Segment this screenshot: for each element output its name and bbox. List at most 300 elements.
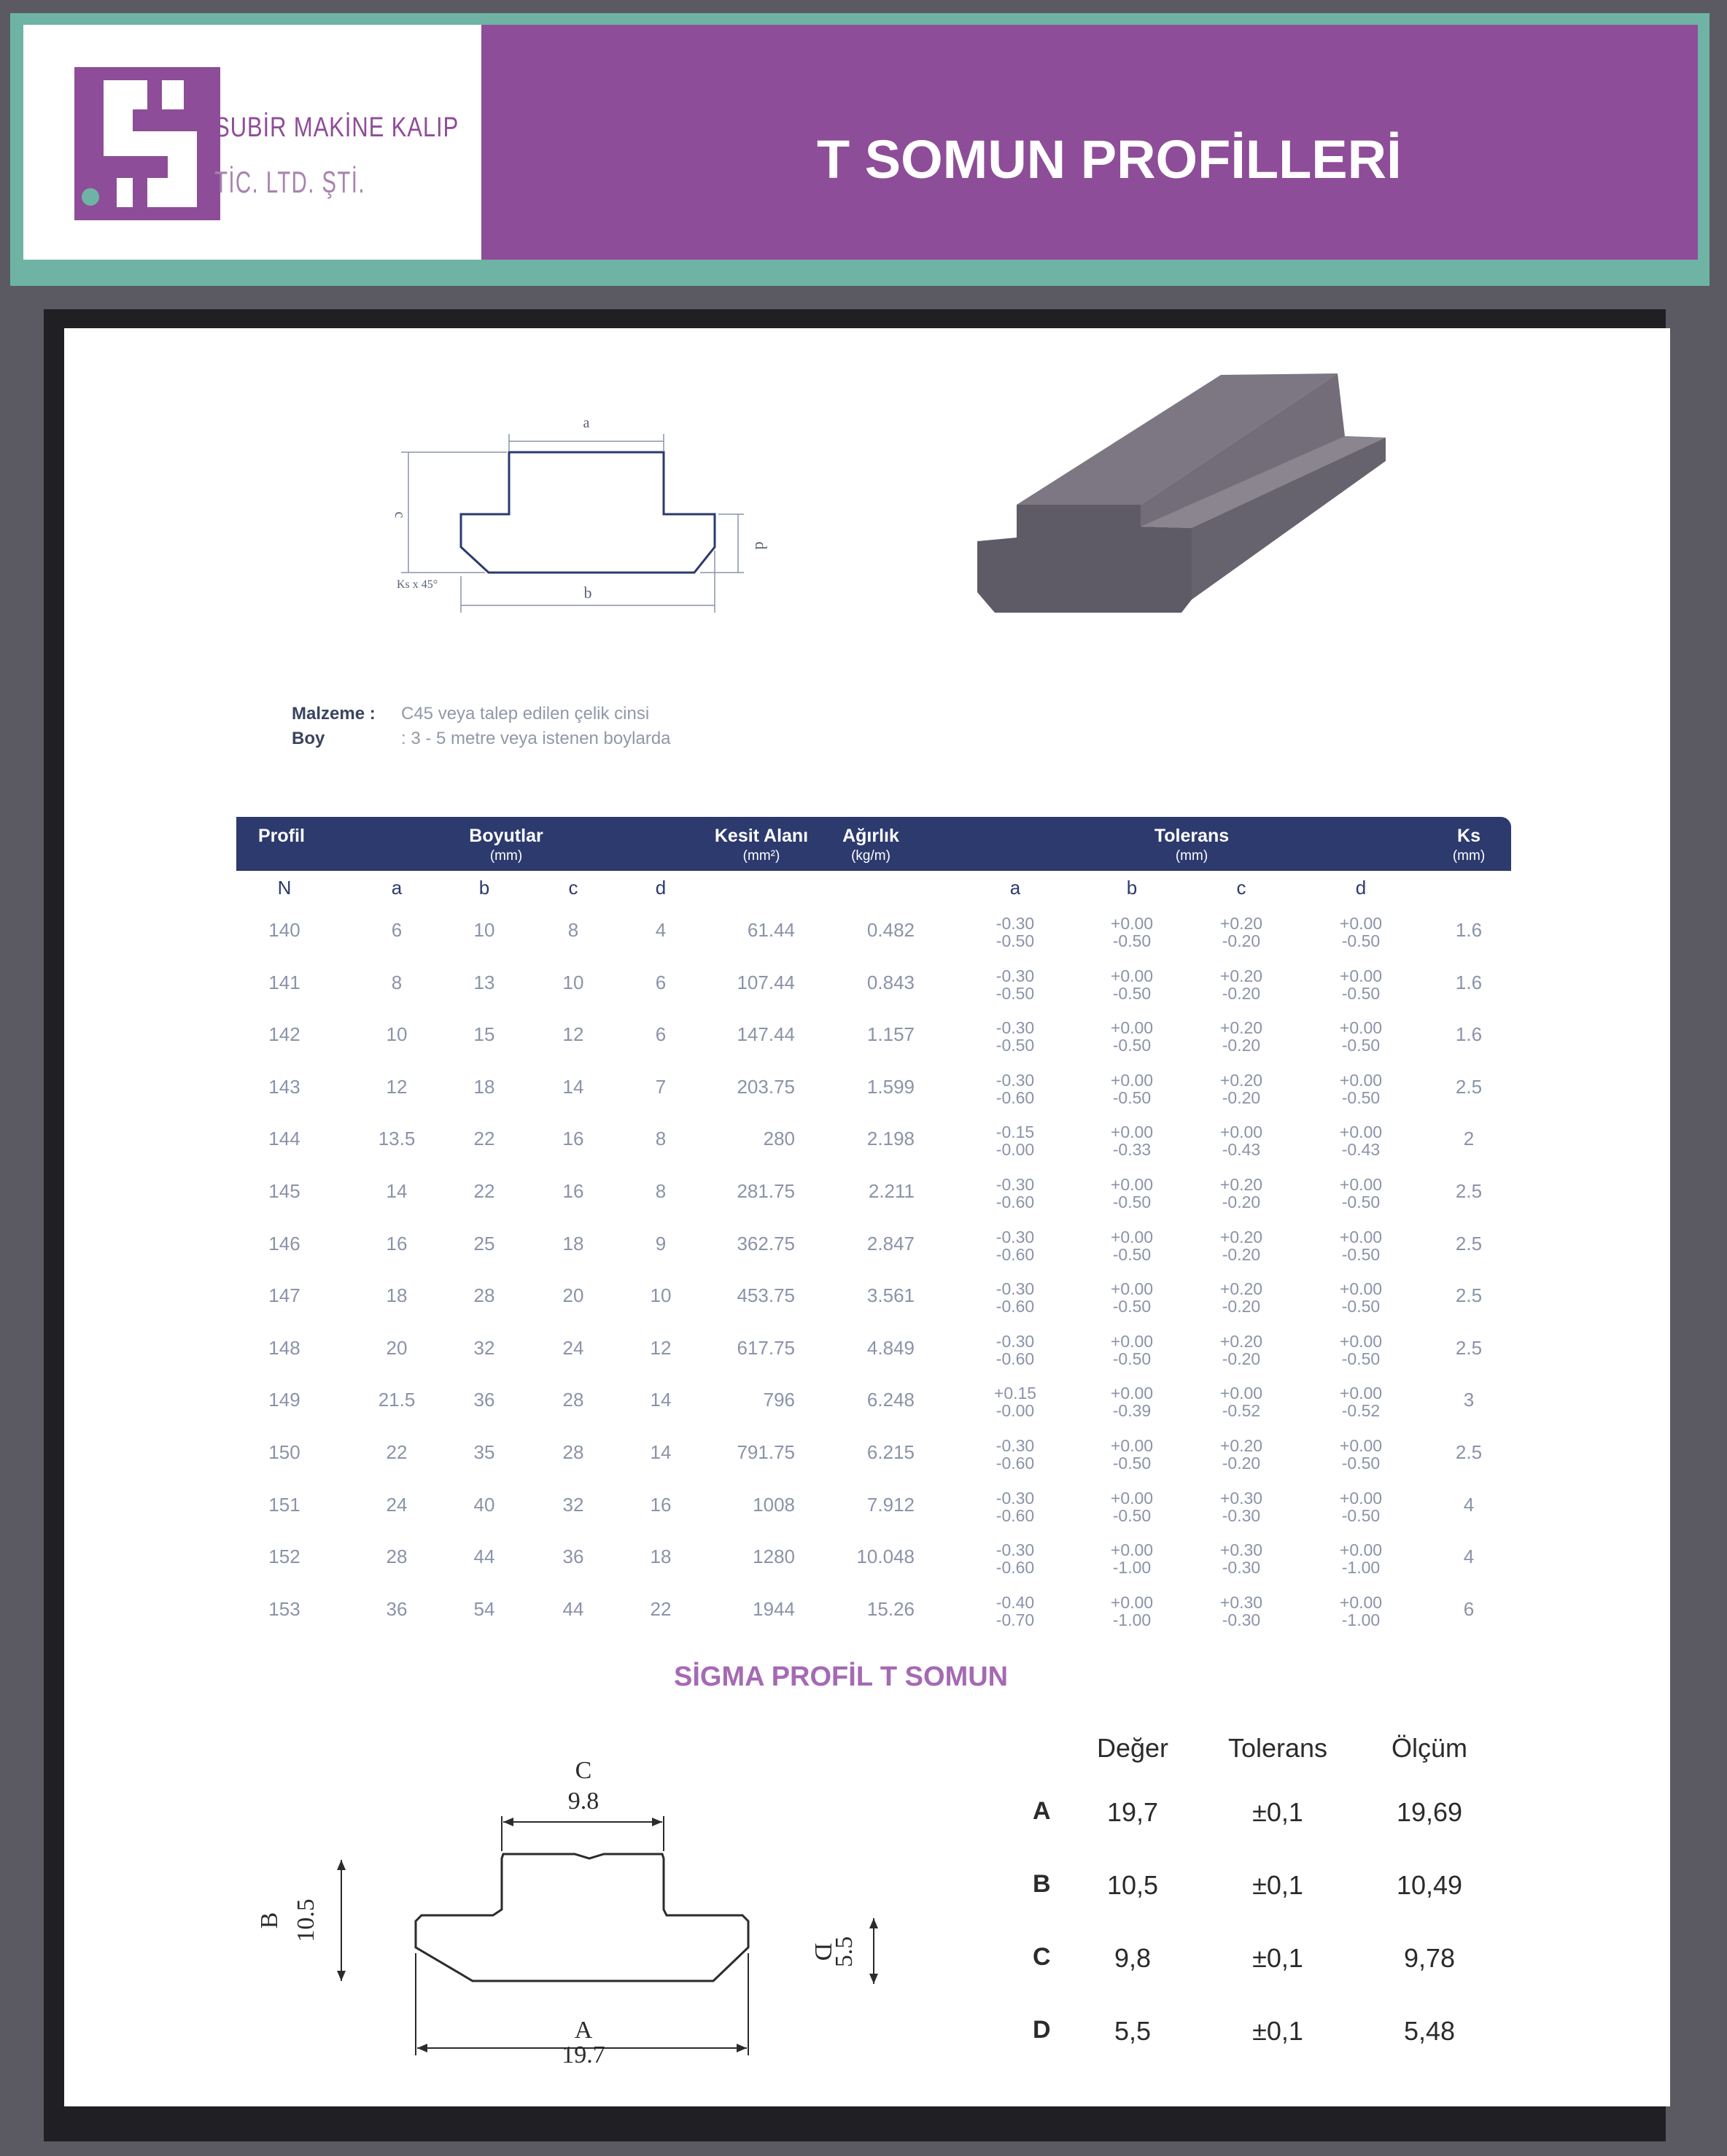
cell-tolerance-d	[1340, 1384, 1382, 1419]
cell-c: 18	[562, 1232, 584, 1255]
table-row	[236, 1271, 1511, 1324]
tolerance-upper: +0.00	[1110, 1070, 1154, 1090]
tolerance-lower: -0.43	[1341, 1140, 1381, 1160]
page-title: T SOMUN PROFİLLERİ	[817, 129, 1402, 190]
tolerance-upper: +0.00	[1110, 1384, 1154, 1403]
tolerance-upper: +0.15	[993, 1384, 1037, 1403]
cell-b: 36	[473, 1389, 495, 1411]
tolerance-lower: -0.00	[996, 1401, 1035, 1421]
sigma-cell-deger: 19,7	[1106, 1797, 1159, 1827]
cell-tolerance-c	[1220, 1333, 1262, 1368]
subheader-c: c	[568, 877, 578, 899]
tolerance-lower: -0.50	[1112, 931, 1152, 950]
cell-n: 151	[268, 1493, 300, 1516]
tolerance-upper: +0.20	[1219, 1331, 1263, 1351]
cell-tolerance-c	[1220, 1594, 1262, 1629]
tolerance-lower: -0.60	[996, 1349, 1035, 1368]
cell-tolerance-a	[994, 1384, 1036, 1419]
cell-tolerance-d	[1340, 1541, 1382, 1576]
cell-n: 142	[268, 1023, 300, 1046]
cell-tolerance-c	[1220, 915, 1262, 950]
sigma-cell-olcum: 9,78	[1403, 1943, 1456, 1973]
tolerance-upper: +0.00	[1110, 914, 1154, 933]
cell-b: 25	[473, 1232, 495, 1255]
cell-area: 203.75	[737, 1075, 795, 1098]
cell-tolerance-d	[1340, 1280, 1382, 1315]
tolerance-upper: -0.30	[996, 1174, 1035, 1194]
cell-c: 28	[562, 1440, 584, 1463]
tolerance-lower: -0.20	[1222, 931, 1261, 950]
header-tolerans	[1126, 826, 1257, 864]
material-value: C45 veya talep edilen çelik cinsi	[401, 704, 650, 724]
cell-b: 22	[473, 1179, 495, 1202]
cell-c: 28	[562, 1389, 584, 1411]
table-row	[236, 958, 1511, 1011]
cell-c: 36	[562, 1546, 584, 1568]
sigma-cell-olcum: 5,48	[1403, 2016, 1456, 2046]
sigma-dim-a-value: 19.7	[562, 2041, 605, 2068]
sigma-cell-olcum: 10,49	[1396, 1870, 1463, 1900]
tolerance-lower: -0.50	[996, 1036, 1035, 1055]
table-row	[236, 1532, 1511, 1585]
sigma-row	[1006, 1797, 1517, 1841]
cell-c: 8	[567, 919, 579, 941]
tolerance-lower: -0.60	[996, 1192, 1035, 1211]
tolerance-upper: +0.20	[1219, 1435, 1263, 1455]
sigma-profile-diagram	[247, 1749, 903, 2085]
sigma-row	[1006, 2016, 1517, 2060]
cell-n: 141	[268, 971, 300, 993]
cell-d: 14	[650, 1389, 672, 1411]
cell-c: 24	[562, 1336, 584, 1359]
cell-a: 22	[386, 1440, 408, 1463]
tolerance-upper: +0.20	[1219, 1279, 1263, 1299]
subheader-tol-a: a	[1009, 877, 1021, 899]
tolerance-upper: +0.00	[1339, 966, 1383, 985]
cell-a: 14	[386, 1179, 408, 1202]
profile-cross-section-diagram	[379, 394, 788, 627]
cell-c: 20	[562, 1284, 584, 1307]
cell-tolerance-b	[1111, 1123, 1153, 1158]
tolerance-lower: -0.20	[1222, 1192, 1261, 1211]
cell-area: 107.44	[737, 971, 795, 993]
cell-n: 149	[268, 1389, 300, 1411]
cell-tolerance-d	[1340, 915, 1382, 950]
cell-weight: 15.26	[866, 1597, 915, 1620]
cell-weight: 4.849	[866, 1336, 915, 1359]
cell-n: 153	[268, 1597, 300, 1620]
cell-area: 362.75	[737, 1232, 795, 1255]
cell-n: 148	[268, 1336, 300, 1359]
cell-ks: 1.6	[1455, 919, 1483, 941]
header-boyutlar-unit: (mm)	[489, 848, 523, 864]
dim-a-label: a	[583, 415, 590, 431]
tolerance-lower: -0.43	[1222, 1140, 1261, 1160]
ks-label: Ks x 45°	[397, 578, 438, 591]
cell-b: 40	[473, 1493, 495, 1516]
tolerance-upper: -0.30	[996, 1070, 1035, 1090]
logo-box	[23, 25, 481, 260]
cell-tolerance-b	[1111, 1489, 1153, 1524]
cell-b: 32	[473, 1336, 495, 1359]
tolerance-upper: +0.00	[1110, 1488, 1154, 1508]
cell-tolerance-a	[996, 967, 1034, 1002]
cell-ks: 1.6	[1455, 971, 1483, 993]
cell-tolerance-b	[1111, 1594, 1153, 1629]
tolerance-lower: -0.50	[1341, 1192, 1381, 1211]
tolerance-lower: -0.50	[1341, 983, 1381, 1003]
cell-b: 15	[473, 1023, 495, 1046]
sigma-header-tolerans: Tolerans	[1227, 1733, 1328, 1763]
cell-tolerance-d	[1340, 1019, 1382, 1054]
subheader-tol-d: d	[1355, 877, 1367, 899]
cell-ks: 2.5	[1455, 1440, 1483, 1463]
spec-table	[236, 817, 1511, 1637]
tolerance-lower: -0.50	[1112, 1087, 1152, 1107]
cell-weight: 1.157	[866, 1023, 915, 1046]
tolerance-upper: +0.20	[1219, 1018, 1263, 1038]
cell-area: 1944	[753, 1597, 795, 1620]
tolerance-upper: +0.20	[1219, 914, 1263, 933]
cell-c: 16	[562, 1179, 584, 1202]
cell-area: 280	[763, 1128, 795, 1150]
subheader-a: a	[391, 877, 403, 899]
sigma-cell-tolerans: ±0,1	[1252, 1870, 1303, 1900]
cell-a: 16	[386, 1232, 408, 1255]
cell-tolerance-d	[1340, 1071, 1382, 1106]
tolerance-lower: -0.50	[1341, 1505, 1381, 1525]
cell-tolerance-c	[1220, 1437, 1262, 1472]
tolerance-upper: +0.00	[1110, 1122, 1154, 1142]
header-kesit	[703, 826, 820, 864]
header-agirlik-label: Ağırlık	[842, 826, 899, 846]
cell-weight: 3.561	[866, 1284, 915, 1307]
table-row	[236, 1481, 1511, 1533]
tolerance-lower: -0.60	[996, 1558, 1035, 1578]
tolerance-upper: +0.30	[1219, 1540, 1263, 1560]
cell-b: 54	[473, 1597, 495, 1620]
cell-a: 24	[386, 1493, 408, 1516]
tolerance-lower: -0.20	[1222, 1087, 1261, 1107]
tolerance-lower: -0.50	[1341, 1036, 1381, 1055]
company-subtitle: TİC. LTD. ŞTİ.	[214, 165, 365, 199]
cell-tolerance-b	[1111, 1228, 1153, 1263]
tolerance-lower: -0.00	[996, 1140, 1035, 1160]
tolerance-upper: +0.20	[1219, 1174, 1263, 1194]
tolerance-lower: -0.50	[1341, 1244, 1381, 1264]
cell-n: 144	[268, 1128, 300, 1150]
cell-b: 22	[473, 1128, 495, 1150]
table-row	[236, 1167, 1511, 1219]
cell-a: 36	[386, 1597, 408, 1620]
cell-tolerance-d	[1340, 1594, 1382, 1629]
tolerance-lower: -0.50	[1112, 1036, 1152, 1055]
cell-d: 22	[650, 1597, 672, 1620]
tolerance-upper: +0.00	[1339, 1279, 1383, 1299]
cell-b: 10	[473, 919, 495, 941]
tolerance-lower: -0.30	[1222, 1558, 1261, 1578]
tolerance-lower: -0.50	[1112, 1349, 1152, 1368]
subheader-tol-c: c	[1236, 877, 1246, 899]
tolerance-lower: -1.00	[1341, 1610, 1381, 1629]
cell-weight: 0.843	[866, 971, 915, 993]
cell-tolerance-d	[1340, 1333, 1382, 1368]
cell-ks: 2.5	[1455, 1284, 1483, 1307]
tolerance-upper: +0.00	[1339, 1592, 1383, 1612]
tolerance-upper: +0.00	[1339, 914, 1383, 933]
tolerance-lower: -0.60	[996, 1087, 1035, 1107]
header-tolerans-label: Tolerans	[1154, 826, 1230, 846]
cell-a: 28	[386, 1546, 408, 1568]
tolerance-lower: -1.00	[1112, 1610, 1152, 1629]
tolerance-lower: -0.50	[1112, 1453, 1152, 1473]
cell-weight: 1.599	[866, 1075, 915, 1098]
tolerance-upper: +0.00	[1339, 1540, 1383, 1560]
tolerance-upper: +0.00	[1110, 1279, 1154, 1299]
sigma-cell-deger: 5,5	[1114, 2016, 1152, 2046]
cell-ks: 4	[1463, 1546, 1475, 1568]
dim-d-label: d	[752, 541, 770, 550]
cell-c: 12	[562, 1023, 584, 1046]
tolerance-upper: +0.00	[1110, 1592, 1154, 1612]
cell-d: 18	[650, 1546, 672, 1568]
tolerance-lower: -0.50	[1341, 1453, 1381, 1473]
sigma-header-deger: Değer	[1096, 1733, 1169, 1763]
cell-tolerance-d	[1340, 1228, 1382, 1263]
tolerance-upper: -0.30	[996, 1488, 1035, 1508]
cell-tolerance-c	[1220, 1176, 1262, 1211]
length-label: Boy	[292, 729, 325, 748]
cell-a: 12	[386, 1075, 408, 1098]
cell-area: 147.44	[737, 1023, 795, 1046]
cell-tolerance-b	[1111, 1541, 1153, 1576]
table-row	[236, 1010, 1511, 1063]
cell-tolerance-c	[1220, 1489, 1262, 1524]
tolerance-lower: -0.20	[1222, 1453, 1261, 1473]
cell-ks: 1.6	[1455, 1023, 1483, 1046]
cell-area: 1008	[753, 1493, 795, 1516]
tolerance-upper: -0.30	[996, 1018, 1035, 1038]
table-row	[236, 1219, 1511, 1272]
tolerance-upper: +0.00	[1219, 1384, 1263, 1403]
cell-n: 150	[268, 1440, 300, 1463]
cell-ks: 2.5	[1455, 1232, 1483, 1255]
cell-a: 20	[386, 1336, 408, 1359]
cell-tolerance-c	[1220, 967, 1262, 1002]
sigma-table	[1006, 1733, 1517, 2068]
tolerance-lower: -0.60	[996, 1505, 1035, 1525]
tolerance-lower: -0.60	[996, 1297, 1035, 1317]
cell-tolerance-a	[996, 1437, 1034, 1472]
cell-d: 9	[655, 1232, 667, 1255]
tolerance-lower: -0.50	[1112, 1505, 1152, 1525]
cell-b: 35	[473, 1440, 495, 1463]
subheader-tol-b: b	[1126, 877, 1138, 899]
cell-tolerance-b	[1111, 1384, 1153, 1419]
cell-tolerance-d	[1340, 1489, 1382, 1524]
cell-n: 147	[268, 1284, 300, 1307]
cell-tolerance-a	[996, 1333, 1034, 1368]
header-ks-label: Ks	[1457, 826, 1480, 846]
cell-n: 143	[268, 1075, 300, 1098]
sigma-dim-b-label: B	[256, 1912, 283, 1929]
header-kesit-unit: (mm²)	[742, 848, 780, 864]
tolerance-lower: -0.50	[1112, 1192, 1152, 1211]
cell-area: 61.44	[747, 919, 795, 941]
tolerance-upper: +0.00	[1110, 966, 1154, 985]
cell-tolerance-b	[1111, 1071, 1153, 1106]
tolerance-upper: +0.00	[1339, 1070, 1383, 1090]
tolerance-upper: +0.00	[1339, 1174, 1383, 1194]
cell-b: 13	[473, 971, 495, 993]
cell-ks: 2.5	[1455, 1336, 1483, 1359]
cell-d: 6	[655, 1023, 667, 1046]
sigma-cell-olcum: 19,69	[1396, 1797, 1463, 1827]
cell-tolerance-b	[1111, 1280, 1153, 1315]
tolerance-upper: +0.00	[1339, 1331, 1383, 1351]
cell-c: 10	[562, 971, 584, 993]
cell-tolerance-c	[1220, 1541, 1262, 1576]
length-value: : 3 - 5 metre veya istenen boylarda	[401, 729, 671, 748]
cell-a: 8	[391, 971, 403, 993]
cell-n: 152	[268, 1546, 300, 1568]
cell-weight: 2.847	[866, 1232, 915, 1255]
cell-tolerance-c	[1220, 1384, 1262, 1419]
cell-area: 281.75	[737, 1179, 795, 1202]
table-body	[236, 906, 1511, 1637]
tolerance-upper: +0.00	[1110, 1018, 1154, 1038]
cell-tolerance-a	[996, 1541, 1034, 1576]
sigma-dim-d-label: D	[810, 1942, 837, 1961]
cell-weight: 2.198	[866, 1128, 915, 1150]
cell-tolerance-b	[1111, 1437, 1153, 1472]
cell-weight: 6.215	[866, 1440, 915, 1463]
tolerance-upper: +0.00	[1110, 1540, 1154, 1560]
subheader-d: d	[655, 877, 667, 899]
header-ks-unit: (mm)	[1452, 848, 1486, 864]
sigma-row	[1006, 1870, 1517, 1914]
tolerance-upper: -0.30	[996, 1279, 1035, 1299]
sigma-dim-b-value: 10.5	[292, 1899, 319, 1942]
tolerance-lower: -0.50	[996, 931, 1035, 950]
header-agirlik	[827, 826, 915, 864]
cell-area: 796	[763, 1389, 795, 1411]
cell-area: 453.75	[737, 1284, 795, 1307]
cell-tolerance-a	[996, 1123, 1034, 1158]
cell-d: 6	[655, 971, 667, 993]
cell-ks: 2	[1463, 1128, 1475, 1150]
sigma-dim-a-label: A	[574, 2017, 593, 2044]
subheader-b: b	[478, 877, 490, 899]
cell-tolerance-b	[1111, 1176, 1153, 1211]
cell-tolerance-a	[996, 1019, 1034, 1054]
tolerance-upper: -0.15	[996, 1122, 1035, 1142]
material-info	[292, 702, 671, 751]
tolerance-lower: -0.50	[1341, 1349, 1381, 1368]
sigma-dim-d-value: 5.5	[831, 1936, 858, 1968]
dim-c-label: c	[392, 511, 408, 519]
cell-ks: 4	[1463, 1493, 1475, 1516]
sigma-row-key: A	[1033, 1797, 1051, 1825]
tolerance-lower: -0.20	[1222, 1244, 1261, 1264]
cell-weight: 6.248	[866, 1389, 915, 1411]
tolerance-lower: -1.00	[1112, 1558, 1152, 1578]
tolerance-upper: +0.00	[1339, 1435, 1383, 1455]
header-ks	[1440, 826, 1498, 864]
tolerance-lower: -0.33	[1112, 1140, 1152, 1160]
cell-ks: 2.5	[1455, 1075, 1483, 1098]
cell-tolerance-c	[1220, 1019, 1262, 1054]
tolerance-upper: +0.00	[1110, 1174, 1154, 1194]
tolerance-upper: +0.30	[1219, 1592, 1263, 1612]
tolerance-lower: -0.52	[1222, 1401, 1261, 1421]
tolerance-upper: +0.00	[1110, 1331, 1154, 1351]
tolerance-upper: -0.30	[996, 1435, 1035, 1455]
dim-b-label: b	[583, 583, 592, 602]
cell-tolerance-d	[1340, 1123, 1382, 1158]
cell-ks: 6	[1463, 1597, 1475, 1620]
tolerance-upper: +0.00	[1110, 1435, 1154, 1455]
tolerance-lower: -0.50	[1112, 983, 1152, 1003]
cell-tolerance-b	[1111, 915, 1153, 950]
header-kesit-label: Kesit Alanı	[714, 826, 809, 846]
tolerance-upper: -0.30	[996, 1227, 1035, 1246]
table-row	[236, 1428, 1511, 1481]
cell-tolerance-a	[996, 915, 1034, 950]
company-name: SUBİR MAKİNE KALIP	[214, 112, 459, 143]
sigma-header-olcum: Ölçüm	[1391, 1733, 1468, 1763]
cell-tolerance-b	[1111, 1333, 1153, 1368]
cell-tolerance-c	[1220, 1123, 1262, 1158]
table-header	[236, 817, 1511, 871]
cell-tolerance-a	[996, 1280, 1034, 1315]
sigma-row-key: C	[1033, 1943, 1051, 1971]
cell-c: 16	[562, 1128, 584, 1150]
header-profil: Profil	[258, 826, 305, 846]
header-boyutlar-label: Boyutlar	[469, 826, 543, 846]
cell-d: 4	[655, 919, 667, 941]
table-row	[236, 1585, 1511, 1637]
cell-c: 44	[562, 1597, 584, 1620]
table-row	[236, 906, 1511, 958]
tolerance-lower: -0.30	[1222, 1505, 1261, 1525]
table-row	[236, 1114, 1511, 1167]
header-tolerans-unit: (mm)	[1175, 848, 1208, 864]
cell-a: 21.5	[378, 1389, 416, 1411]
cell-tolerance-c	[1220, 1280, 1262, 1315]
tolerance-lower: -0.20	[1222, 983, 1261, 1003]
table-row	[236, 1324, 1511, 1376]
cell-d: 8	[655, 1128, 667, 1150]
cell-d: 14	[650, 1440, 672, 1463]
header-agirlik-unit: (kg/m)	[851, 848, 890, 864]
sigma-cell-tolerans: ±0,1	[1252, 1797, 1303, 1827]
tolerance-lower: -0.39	[1112, 1401, 1152, 1421]
tolerance-upper: +0.20	[1219, 1227, 1263, 1246]
tolerance-lower: -0.20	[1222, 1349, 1261, 1368]
tolerance-lower: -0.70	[996, 1610, 1035, 1629]
tolerance-upper: -0.30	[996, 914, 1035, 933]
cell-weight: 7.912	[866, 1493, 915, 1516]
tolerance-upper: +0.00	[1339, 1384, 1383, 1403]
table-row	[236, 1063, 1511, 1115]
tolerance-upper: +0.00	[1339, 1227, 1383, 1246]
cell-tolerance-b	[1111, 1019, 1153, 1054]
tolerance-lower: -0.50	[1112, 1297, 1152, 1317]
tolerance-upper: -0.30	[996, 966, 1035, 985]
cell-b: 28	[473, 1284, 495, 1307]
cell-tolerance-a	[996, 1071, 1034, 1106]
